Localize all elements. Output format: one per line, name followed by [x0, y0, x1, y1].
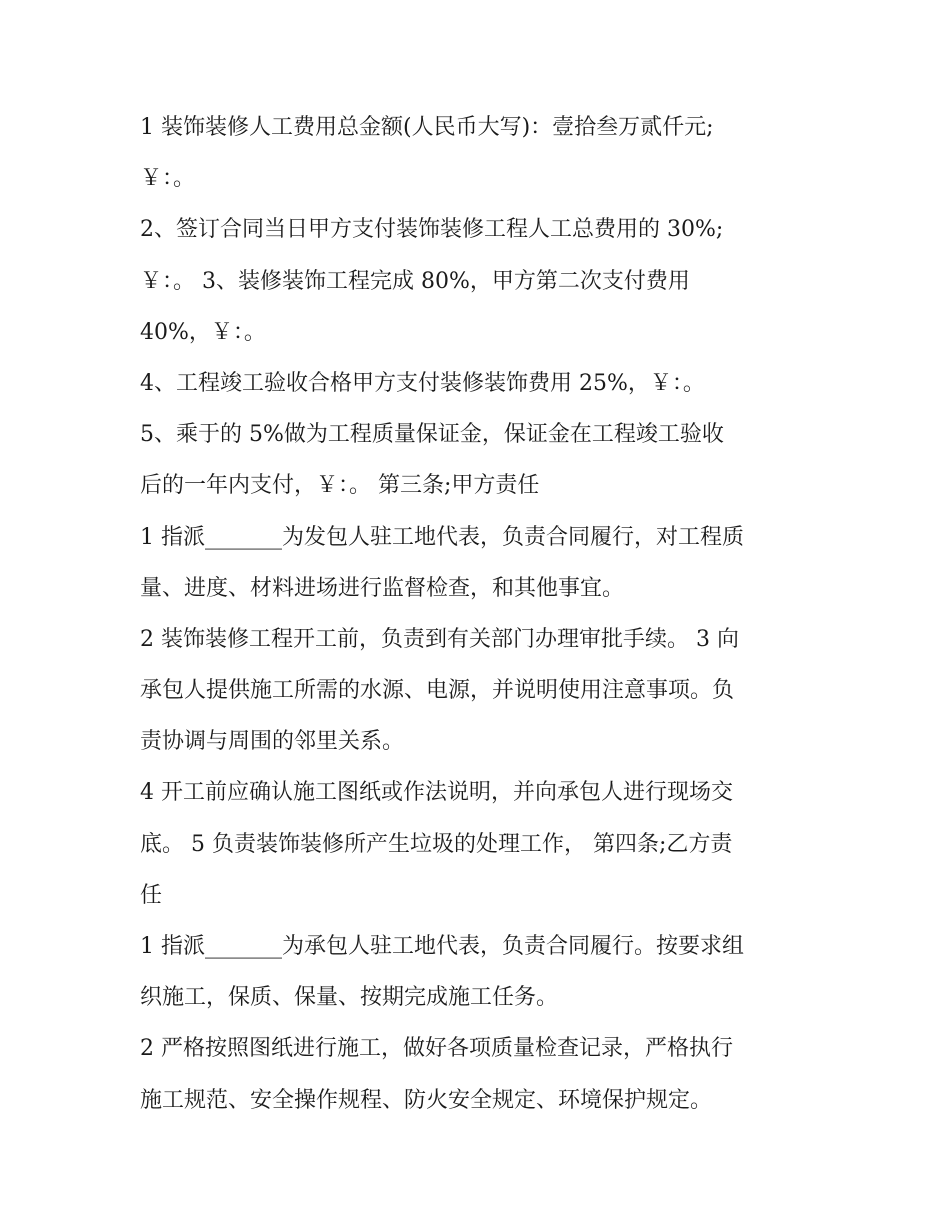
text-line-12: 承包人提供施工所需的水源、电源，并说明使用注意事项。负 — [140, 678, 735, 704]
text-line-18: 织施工，保质、保量、按期完成施工任务。 — [140, 985, 559, 1011]
text-line-5: 40%，￥：。 — [140, 319, 266, 345]
text-line-4: ￥：。 3、装修装饰工程完成 80%，甲方第二次支付费用 — [140, 268, 690, 294]
text-line-6: 4、工程竣工验收合格甲方支付装修装饰费用 25%，￥：。 — [140, 370, 705, 396]
text-line-3: 2、签订合同当日甲方支付装饰装修工程人工总费用的 30%; — [140, 217, 724, 243]
text-line-20: 施工规范、安全操作规程、防火安全规定、环境保护规定。 — [140, 1087, 713, 1113]
text-line-7: 5、乘于的 5%做为工程质量保证金，保证金在工程竣工验收 — [140, 422, 724, 448]
text-line-13: 责协调与周围的邻里关系。 — [140, 729, 405, 755]
text-line-1: 1 装饰装修人工费用总金额(人民币大写)：壹拾叁万贰仟元; — [140, 115, 714, 140]
document-body — [140, 102, 820, 1126]
text-line-10: 量、进度、材料进场进行监督检查，和其他事宜。 — [140, 575, 625, 601]
text-line-11: 2 装饰装修工程开工前，负责到有关部门办理审批手续。 3 向 — [140, 626, 739, 652]
text-line-8: 后的一年内支付，￥：。 第三条;甲方责任 — [140, 473, 540, 499]
text-line-9: 1 指派_______为发包人驻工地代表，负责合同履行，对工程质 — [140, 524, 744, 550]
text-line-14: 4 开工前应确认施工图纸或作法说明，并向承包人进行现场交 — [140, 780, 733, 806]
text-line-16: 任 — [140, 882, 163, 908]
text-line-2: ￥：。 — [140, 166, 196, 192]
text-line-17: 1 指派_______为承包人驻工地代表，负责合同履行。按要求组 — [140, 934, 744, 959]
text-line-19: 2 严格按照图纸进行施工，做好各项质量检查记录，严格执行 — [140, 1036, 733, 1062]
text-line-15: 底。 5 负责装饰装修所产生垃圾的处理工作， 第四条;乙方责 — [140, 831, 733, 857]
